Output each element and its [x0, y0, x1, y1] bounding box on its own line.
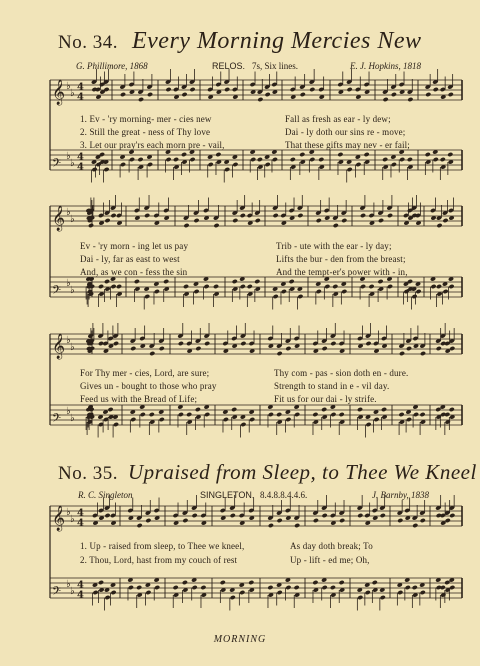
lyric-line-5a: Dai - ly, far as east to west: [80, 254, 180, 264]
hymn-34-meter: 7s, Six lines.: [252, 61, 299, 71]
lyric-line-5b: Lifts the bur - den from the breast;: [276, 254, 406, 264]
svg-text:4: 4: [77, 152, 84, 163]
svg-text:♭: ♭: [70, 285, 75, 296]
hymn-34-tune: RELOS.: [212, 61, 246, 71]
svg-text:𝄢: 𝄢: [52, 157, 62, 173]
lyric-35-line-2b: Up - lift - ed me; Oh,: [290, 555, 370, 565]
hymn-35-number: No. 35.: [58, 463, 118, 484]
svg-text:4: 4: [77, 518, 84, 529]
lyric-line-3a: 3. Let our pray'rs each morn pre - vail,: [80, 140, 225, 150]
hymn-35-author: R. C. Singleton: [78, 490, 133, 500]
svg-text:4: 4: [77, 82, 84, 93]
hymn-35-meter: 8.4.8.8.4.4.6.: [260, 490, 308, 500]
svg-text:4: 4: [77, 590, 84, 601]
hymn-34-composer: E. J. Hopkins, 1818: [350, 61, 421, 71]
svg-text:♭: ♭: [66, 278, 71, 289]
lyric-line-2b: Dai - ly doth our sins re - move;: [285, 127, 406, 137]
svg-text:♭: ♭: [70, 88, 75, 99]
svg-text:♭: ♭: [70, 413, 75, 424]
hymn-34-author: G. Phillimore, 1868: [76, 61, 148, 71]
svg-text:4: 4: [77, 580, 84, 591]
svg-text:𝄞: 𝄞: [52, 80, 66, 105]
svg-text:𝄢: 𝄢: [52, 585, 62, 601]
lyric-line-9b: Fit us for our dai - ly strife.: [274, 394, 377, 404]
lyric-line-3b: That these gifts may nev - er fail;: [285, 140, 410, 150]
svg-text:♭: ♭: [66, 207, 71, 218]
svg-text:♭: ♭: [70, 514, 75, 525]
lyric-line-7a: For Thy mer - cies, Lord, are sure;: [80, 368, 210, 378]
svg-text:𝄢: 𝄢: [52, 284, 62, 300]
lyric-line-6b: And the tempt-er's power with - in,: [276, 267, 408, 277]
lyric-35-line-2a: 2. Thou, Lord, hast from my couch of rest: [80, 555, 238, 565]
svg-text:𝄞: 𝄞: [52, 206, 66, 231]
svg-text:♭: ♭: [66, 335, 71, 346]
lyric-line-4b: Trib - ute with the ear - ly day;: [276, 241, 392, 251]
svg-text:4: 4: [77, 92, 84, 103]
lyric-line-8a: Gives un - bought to those who pray: [80, 381, 217, 391]
svg-text:4: 4: [77, 162, 84, 173]
lyric-line-8b: Strength to stand in e - vil day.: [274, 381, 390, 391]
hymn-35-title: Upraised from Sleep, to Thee We Kneel: [127, 460, 477, 484]
svg-text:𝄢: 𝄢: [52, 412, 62, 428]
lyric-line-2a: 2. Still the great - ness of Thy love: [80, 127, 211, 137]
svg-text:♭: ♭: [66, 507, 71, 518]
lyric-line-1b: Fall as fresh as ear - ly dew;: [285, 114, 391, 124]
svg-text:𝄞: 𝄞: [52, 506, 66, 531]
lyric-line-7b: Thy com - pas - sion doth en - dure.: [274, 368, 409, 378]
svg-text:♭: ♭: [66, 151, 71, 162]
svg-text:♭: ♭: [70, 586, 75, 597]
svg-text:4: 4: [77, 508, 84, 519]
hymn-35-heading: [58, 460, 477, 485]
svg-text:♭: ♭: [70, 342, 75, 353]
svg-text:♭: ♭: [66, 579, 71, 590]
lyric-line-6a: And, as we con - fess the sin: [80, 267, 188, 277]
svg-text:𝄞: 𝄞: [52, 334, 66, 359]
lyric-line-9a: Feed us with the Bread of Life;: [80, 394, 198, 404]
hymn-34-heading: [58, 28, 458, 55]
lyric-35-line-1b: As day doth break; To: [290, 541, 373, 551]
svg-text:♭: ♭: [66, 406, 71, 417]
lyric-35-line-1a: 1. Up - raised from sleep, to Thee we kneel,: [80, 541, 245, 551]
lyric-line-4a: Ev - 'ry morn - ing let us pay: [80, 241, 189, 251]
svg-text:♭: ♭: [70, 214, 75, 225]
svg-text:♭: ♭: [66, 81, 71, 92]
hymn-35-composer: J. Barnby, 1838: [372, 490, 429, 500]
page-footer: MORNING: [213, 634, 267, 645]
lyric-line-1a: 1. Ev - 'ry morning- mer - cies new: [80, 114, 212, 124]
hymn-34-number: No. 34.: [58, 32, 118, 53]
hymn-35-tune: SINGLETON.: [200, 490, 255, 500]
hymn-34-title: Every Morning Mercies New: [131, 28, 422, 54]
svg-text:♭: ♭: [70, 158, 75, 169]
